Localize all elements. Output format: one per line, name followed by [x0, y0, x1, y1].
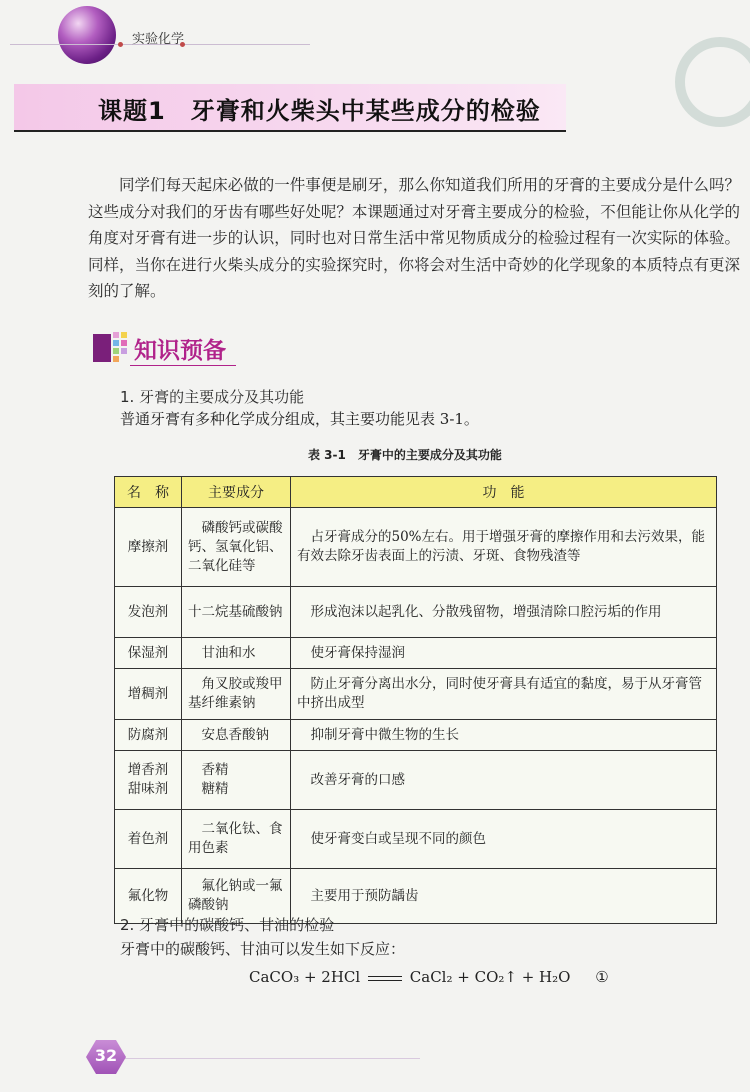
table-cell: 形成泡沫以起乳化、分散残留物，增强清除口腔污垢的作用 — [291, 587, 717, 638]
table-cell: 主要用于预防龋齿 — [291, 869, 717, 924]
chemical-equation — [249, 968, 609, 986]
table-cell: 改善牙膏的口感 — [291, 751, 717, 810]
components-table — [114, 476, 717, 924]
column-header: 主要成分 — [182, 477, 291, 508]
table-row — [115, 638, 717, 669]
table-cell: 二氧化钛、食用色素 — [182, 810, 291, 869]
table-cell: 抑制牙膏中微生物的生长 — [291, 720, 717, 751]
table-cell: 安息香酸钠 — [182, 720, 291, 751]
table-row — [115, 810, 717, 869]
chapter-watermark-icon — [660, 32, 750, 132]
table-cell: 角叉胶或羧甲基纤维素钠 — [182, 669, 291, 720]
paragraph: 牙膏中的碳酸钙、甘油可以发生如下反应： — [120, 940, 406, 958]
section-title: 知识预备 — [134, 338, 226, 364]
table-cell: 占牙膏成分的50%左右。用于增强牙膏的摩擦作用和去污效果，能有效去除牙齿表面上的污渍、牙斑、食物残渣等 — [291, 508, 717, 587]
table-cell: 保湿剂 — [115, 638, 182, 669]
table-cell: 使牙膏保持湿润 — [291, 638, 717, 669]
header-dot — [118, 42, 123, 47]
column-header: 功 能 — [291, 477, 717, 508]
subsection-heading: 1. 牙膏的主要成分及其功能 — [120, 388, 305, 406]
equation-label: ① — [595, 968, 609, 986]
table-row — [115, 669, 717, 720]
page-number: 32 — [94, 1046, 118, 1065]
table-row — [115, 751, 717, 810]
column-header: 名 称 — [115, 477, 182, 508]
table-row — [115, 508, 717, 587]
running-head: 实验化学 — [132, 32, 185, 47]
table-cell: 防腐剂 — [115, 720, 182, 751]
table-cell: 氟化物 — [115, 869, 182, 924]
section-underline — [130, 365, 236, 366]
table-cell: 增稠剂 — [115, 669, 182, 720]
table-cell: 香精 糖精 — [182, 751, 291, 810]
table-cell: 防止牙膏分离出水分，同时使牙膏具有适宜的黏度，易于从牙膏管中挤出成型 — [291, 669, 717, 720]
page-title: 课题1 牙膏和火柴头中某些成分的检验 — [98, 97, 541, 125]
table-cell: 增香剂 甜味剂 — [115, 751, 182, 810]
knowledge-icon — [93, 330, 127, 364]
equation-products: CaCl₂ + CO₂↑ + H₂O — [409, 968, 571, 986]
table-cell: 十二烷基硫酸钠 — [182, 587, 291, 638]
equals-sign — [368, 976, 402, 981]
table-cell: 甘油和水 — [182, 638, 291, 669]
table-cell: 摩擦剂 — [115, 508, 182, 587]
table-row — [115, 720, 717, 751]
decorative-sphere — [58, 6, 116, 64]
table-caption: 表 3-1 牙膏中的主要成分及其功能 — [308, 448, 502, 462]
subsection-heading: 2. 牙膏中的碳酸钙、甘油的检验 — [120, 916, 335, 934]
table-cell: 氟化钠或一氟磷酸钠 — [182, 869, 291, 924]
table-cell: 使牙膏变白或呈现不同的颜色 — [291, 810, 717, 869]
paragraph: 普通牙膏有多种化学成分组成，其主要功能见表 3-1。 — [120, 410, 479, 428]
footer-rule — [120, 1058, 420, 1059]
table-cell: 着色剂 — [115, 810, 182, 869]
table-cell: 磷酸钙或碳酸钙、氢氧化铝、二氧化硅等 — [182, 508, 291, 587]
title-band — [14, 84, 566, 132]
table-cell: 发泡剂 — [115, 587, 182, 638]
intro-paragraph: 同学们每天起床必做的一件事便是刷牙，那么你知道我们所用的牙膏的主要成分是什么吗？这些成分对我们的牙齿有哪些好处呢？本课题通过对牙膏主要成分的检验，不但能让你从化学的角度对牙膏有进一步的认识，同时也对日常生活中常见物质成分的检验过程有一次实际的体验。同样，当你在进行火柴头成分的实验探究时，你将会对生活中奇妙的化学现象的本质特点有更深刻的了解。 — [88, 176, 740, 300]
table-header-row — [115, 477, 717, 508]
equation-reactants: CaCO₃ + 2HCl — [249, 968, 361, 986]
table-row — [115, 587, 717, 638]
